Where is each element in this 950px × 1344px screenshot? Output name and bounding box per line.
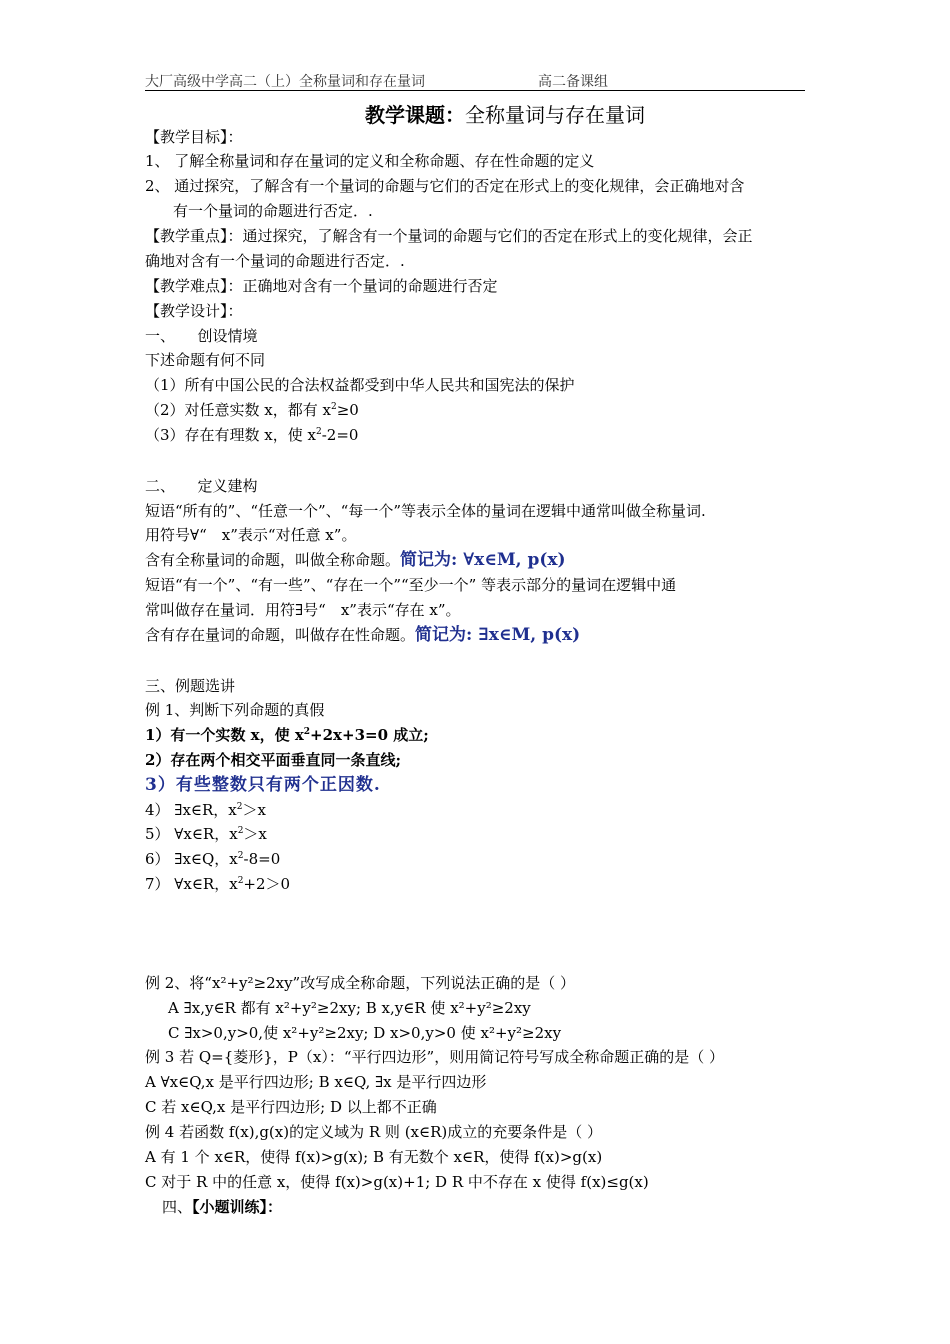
goal-head: 【教学目标】： <box>145 128 243 146</box>
key-point-b: 确地对含有一个量词的命题进行否定．. <box>145 252 405 270</box>
goal-2a: 2、 通过探究，了解含有一个量词的命题与它们的否定在形式上的变化规律，会正确地对含 <box>145 177 745 195</box>
example-1-item-4: 4） ∃x∈R，$x^2>x$ <box>145 801 266 819</box>
section-1-item-3: （3）存在有理数 x，使 $x^2-2=0$ <box>145 426 359 444</box>
page-header <box>145 70 805 91</box>
header-left: 大厂高级中学高二（上）全称量词和存在量词 <box>145 74 425 90</box>
difficulty: 【教学难点】：正确地对含有一个量词的命题进行否定 <box>145 277 498 295</box>
example-2-options-cd: C ∃x>0,y>0,使 x²+y²≥2xy; D x>0,y>0 使 x²+y²≥2xy <box>168 1024 562 1042</box>
section-3-title: 三、例题选讲 <box>145 677 236 695</box>
section-1-item-2: （2）对任意实数 x，都有 $x^2\ge 0$ <box>145 401 359 419</box>
example-2: 例 2、将“x²+y²≥2xy”改写成全称命题，下列说法正确的是（ ） <box>145 974 575 992</box>
section-2-title: 二、 定义建构 <box>145 477 258 495</box>
example-1: 例 1、判断下列命题的真假 <box>145 701 325 719</box>
design-head: 【教学设计】： <box>145 302 243 320</box>
example-4: 例 4 若函数 f(x),g(x)的定义域为 R 则 (x∈R)成立的充要条件是（ ） <box>145 1123 603 1141</box>
title-text: 全称量词与存在量词 <box>465 103 645 127</box>
key-point-a: 【教学重点】：通过探究，了解含有一个量词的命题与它们的否定在形式上的变化规律，会正 <box>145 227 753 245</box>
title-label: 教学课题： <box>365 103 465 127</box>
example-1-item-1: 1）有一个实数 x，使 $x^2+2x+3=0$ 成立; <box>145 726 429 744</box>
header-right: 高二备课组 <box>538 74 608 90</box>
section-4-title: 四、【小题训练】： <box>162 1198 283 1216</box>
example-2-options-ab: A ∃x,y∈R 都有 x²+y²≥2xy; B x,y∈R 使 x²+y²≥2xy <box>168 999 531 1017</box>
section-2-line-4: 短语“有一个”、“有一些”、“存在一个”“至少一个” 等表示部分的量词在逻辑中通 <box>145 576 677 594</box>
example-3-options-ab: A ∀x∈Q,x 是平行四边形; B x∈Q, ∃x 是平行四边形 <box>145 1073 487 1091</box>
goal-2b: 有一个量词的命题进行否定．. <box>173 202 373 220</box>
example-1-item-3: 3）有些整数只有两个正因数. <box>145 775 381 795</box>
exists-symbol: ∃ <box>295 601 304 619</box>
exists-notation: 简记为: ∃x∈M, p(x) <box>415 625 581 645</box>
section-1-item-1: （1）所有中国公民的合法权益都受到中华人民共和国宪法的保护 <box>145 376 575 394</box>
example-1-item-2: 2）存在两个相交平面垂直同一条直线; <box>145 751 401 769</box>
section-2-line-2: 用符号∀“ x”表示“对任意 x”。 <box>145 526 357 544</box>
example-1-item-7: 7） ∀x∈R，$x^2+2>0$ <box>145 875 291 893</box>
page-title <box>365 99 645 128</box>
section-2-line-6: 含有存在量词的命题，叫做存在性命题。简记为: ∃x∈M, p(x) <box>145 625 581 645</box>
example-1-item-6: 6） ∃x∈Q，$x^2-8=0$ <box>145 850 281 868</box>
forall-symbol: ∀ <box>190 526 200 544</box>
section-2-line-1: 短语“所有的”、“任意一个”、“每一个”等表示全体的量词在逻辑中通常叫做全称量词. <box>145 502 706 520</box>
section-2-line-3: 含有全称量词的命题，叫做全称命题。简记为: ∀x∈M, p(x) <box>145 550 566 570</box>
example-3: 例 3 若 Q={菱形}，P（x）：“平行四边形”，则用简记符号写成全称命题正确的是（ ） <box>145 1048 724 1066</box>
example-1-item-5: 5） ∀x∈R，$x^2>x$ <box>145 825 267 843</box>
forall-notation: 简记为: ∀x∈M, p(x) <box>400 550 566 570</box>
goal-1: 1、 了解全称量词和存在量词的定义和全称命题、存在性命题的定义 <box>145 152 595 170</box>
section-1-intro: 下述命题有何不同 <box>145 351 266 369</box>
example-3-options-cd: C 若 x∈Q,x 是平行四边形; D 以上都不正确 <box>145 1098 437 1116</box>
section-1-title: 一、 创设情境 <box>145 327 258 345</box>
example-4-options-cd: C 对于 R 中的任意 x，使得 f(x)>g(x)+1; D R 中不存在 x 使得 f(x)≤g(x) <box>145 1173 649 1191</box>
section-2-line-5: 常叫做存在量词．用符∃号“ x”表示“存在 x”。 <box>145 601 461 619</box>
example-4-options-ab: A 有 1 个 x∈R，使得 f(x)>g(x); B 有无数个 x∈R，使得 f(x)>g(x) <box>145 1148 603 1166</box>
